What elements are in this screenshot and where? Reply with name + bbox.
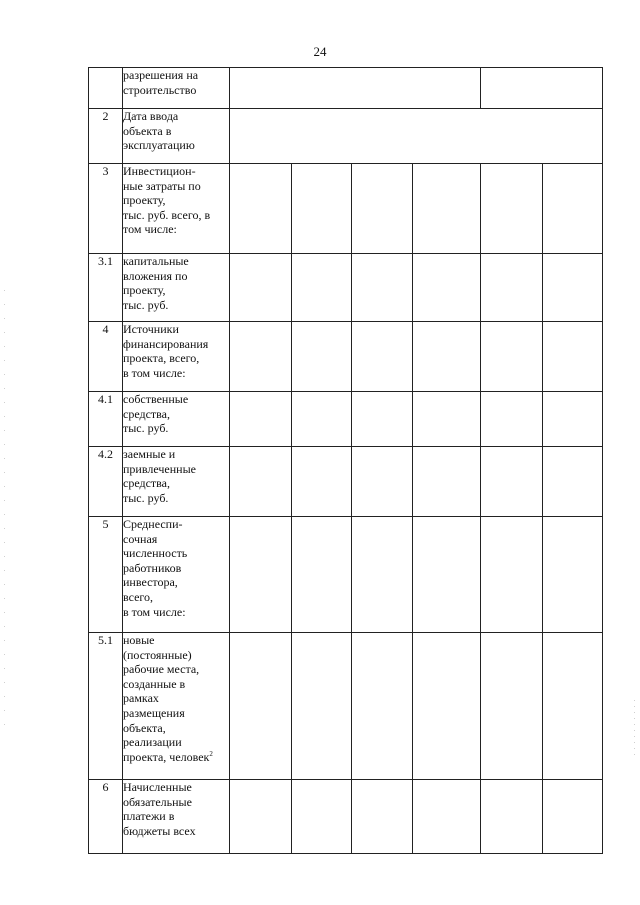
value-cell	[481, 517, 543, 633]
value-cell	[292, 780, 352, 854]
table-row	[89, 780, 603, 854]
row-label	[123, 447, 230, 517]
investment-project-table	[88, 67, 603, 854]
row-label-text: заемные и привлеченные средства, тыс. руб.	[123, 447, 196, 505]
value-cell	[292, 322, 352, 392]
footnote-marker: 2	[209, 749, 213, 758]
row-number: 5	[89, 517, 123, 633]
value-cell	[481, 68, 603, 109]
table-row	[89, 322, 603, 392]
value-cell	[230, 447, 292, 517]
row-label	[123, 780, 230, 854]
value-cell	[230, 517, 292, 633]
row-label	[123, 633, 230, 780]
value-cell	[543, 164, 603, 254]
table-row	[89, 164, 603, 254]
value-cell	[481, 322, 543, 392]
row-number: 2	[89, 109, 123, 164]
value-cell	[413, 392, 481, 447]
value-cell	[413, 780, 481, 854]
row-label	[123, 392, 230, 447]
value-cell	[481, 254, 543, 322]
page-number: 24	[313, 44, 327, 59]
value-cell	[352, 322, 413, 392]
value-cell	[292, 447, 352, 517]
value-cell	[352, 780, 413, 854]
value-cell	[543, 447, 603, 517]
row-number	[89, 68, 123, 109]
value-cell	[543, 392, 603, 447]
value-cell	[230, 633, 292, 780]
row-label-text: Источники финансирования проекта, всего, в том числе:	[123, 322, 209, 380]
row-number: 4.1	[89, 392, 123, 447]
value-cell	[292, 392, 352, 447]
value-cell	[352, 633, 413, 780]
row-label-text: новые (постоянные) рабочие места, созданные в рамках размещения объекта, реализации проекта, человек	[123, 633, 210, 764]
table-row	[89, 517, 603, 633]
value-cell	[292, 254, 352, 322]
value-cell	[292, 517, 352, 633]
value-cell	[481, 633, 543, 780]
value-cell	[543, 322, 603, 392]
value-cell	[230, 109, 603, 164]
row-number: 3	[89, 164, 123, 254]
scan-artifact	[4, 290, 5, 730]
row-label-text: Дата ввода объекта в эксплуатацию	[123, 109, 195, 153]
value-cell	[481, 164, 543, 254]
row-label-text: капитальные вложения по проекту, тыс. руб.	[123, 254, 189, 312]
value-cell	[230, 254, 292, 322]
value-cell	[352, 447, 413, 517]
value-cell	[292, 164, 352, 254]
value-cell	[352, 392, 413, 447]
value-cell	[413, 447, 481, 517]
value-cell	[352, 164, 413, 254]
value-cell	[413, 254, 481, 322]
row-label	[123, 517, 230, 633]
row-label	[123, 164, 230, 254]
row-label-text: разрешения на строительство	[123, 68, 199, 97]
row-label-text: собственные средства, тыс. руб.	[123, 392, 189, 436]
row-label	[123, 254, 230, 322]
value-cell	[481, 392, 543, 447]
row-label	[123, 68, 230, 109]
row-number: 4	[89, 322, 123, 392]
value-cell	[413, 322, 481, 392]
table-row	[89, 392, 603, 447]
value-cell	[230, 780, 292, 854]
row-number: 6	[89, 780, 123, 854]
row-label-text: Среднеспи- сочная численность работников инвестора, всего, в том числе:	[123, 517, 188, 619]
value-cell	[543, 633, 603, 780]
scan-artifact	[634, 700, 635, 760]
value-cell	[543, 780, 603, 854]
value-cell	[352, 517, 413, 633]
value-cell	[230, 322, 292, 392]
value-cell	[481, 447, 543, 517]
table-row	[89, 109, 603, 164]
value-cell	[413, 633, 481, 780]
value-cell	[230, 392, 292, 447]
row-label	[123, 322, 230, 392]
table-row	[89, 254, 603, 322]
table-row	[89, 633, 603, 780]
value-cell	[230, 68, 481, 109]
value-cell	[543, 517, 603, 633]
value-cell	[230, 164, 292, 254]
value-cell	[413, 164, 481, 254]
row-label-text: Инвестицион- ные затраты по проекту, тыс. руб. всего, в том числе:	[123, 164, 211, 237]
table-row	[89, 447, 603, 517]
row-number: 5.1	[89, 633, 123, 780]
row-number: 4.2	[89, 447, 123, 517]
table-row	[89, 68, 603, 109]
row-number: 3.1	[89, 254, 123, 322]
value-cell	[292, 633, 352, 780]
value-cell	[481, 780, 543, 854]
row-label	[123, 109, 230, 164]
value-cell	[352, 254, 413, 322]
value-cell	[543, 254, 603, 322]
value-cell	[413, 517, 481, 633]
row-label-text: Начисленные обязательные платежи в бюджеты всех	[123, 780, 196, 838]
